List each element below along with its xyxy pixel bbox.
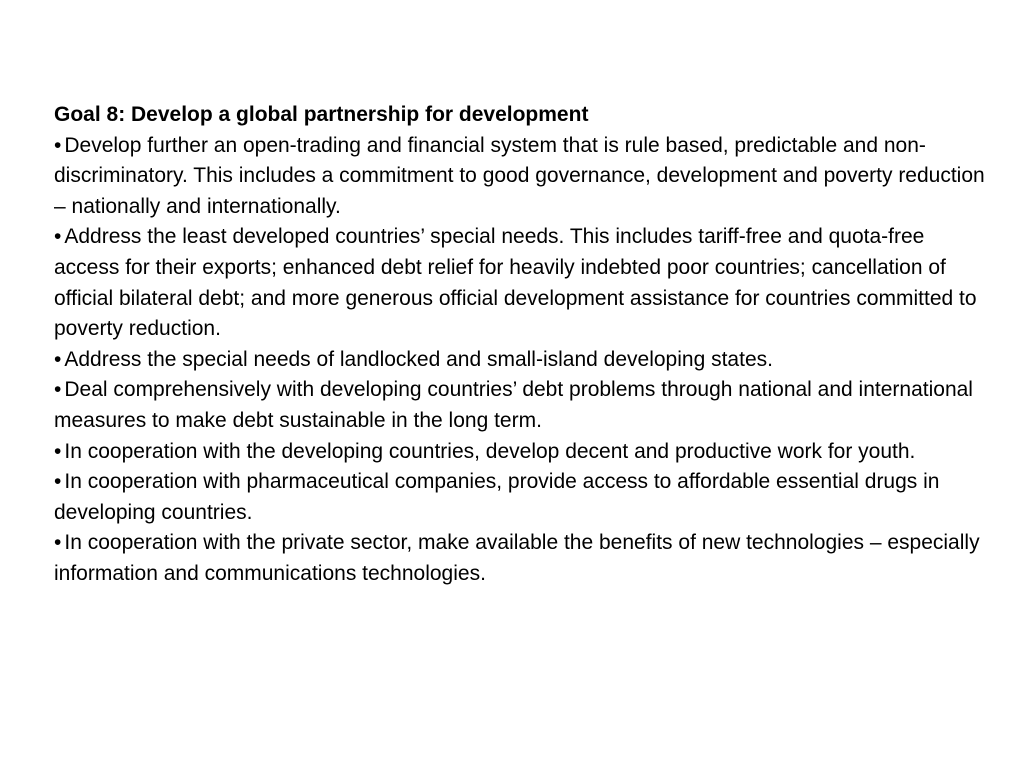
bullet-item — [54, 528, 994, 589]
bullet-item — [54, 437, 994, 468]
bullet-marker: • — [54, 470, 62, 494]
bullet-text: Address the least developed countries’ special needs. This includes tariff-free and quota-free access for their exports; enhanced debt relief for heavily indebted poor countries; cancellation of official bilateral debt; and more generous official development assistance for countries committed to poverty reduction. — [54, 225, 977, 341]
bullet-text: In cooperation with the developing countries, develop decent and productive work for youth. — [64, 439, 916, 463]
bullet-text: Deal comprehensively with developing countries’ debt problems through national and international measures to make debt sustainable in the long term. — [54, 378, 973, 432]
bullet-item — [54, 375, 994, 436]
bullet-item — [54, 345, 994, 376]
bullet-marker: • — [54, 347, 62, 371]
bullet-text: In cooperation with the private sector, make available the benefits of new technologies – especially information and communications technologies. — [54, 531, 980, 585]
bullet-text: In cooperation with pharmaceutical companies, provide access to affordable essential drugs in developing countries. — [54, 470, 940, 524]
bullet-marker: • — [54, 378, 62, 402]
bullet-item — [54, 222, 994, 344]
bullet-text: Develop further an open-trading and financial system that is rule based, predictable and non-discriminatory. This includes a commitment to good governance, development and poverty reduction – nationally and internationally. — [54, 133, 985, 218]
bullet-text: Address the special needs of landlocked and small-island developing states. — [64, 347, 773, 371]
bullet-item — [54, 131, 994, 223]
bullet-marker: • — [54, 225, 62, 249]
bullet-marker: • — [54, 133, 62, 157]
bullet-item — [54, 467, 994, 528]
bullet-marker: • — [54, 531, 62, 555]
bullet-marker: • — [54, 439, 62, 463]
slide-content — [54, 100, 994, 590]
slide-title: Goal 8: Develop a global partnership for development — [54, 103, 589, 126]
